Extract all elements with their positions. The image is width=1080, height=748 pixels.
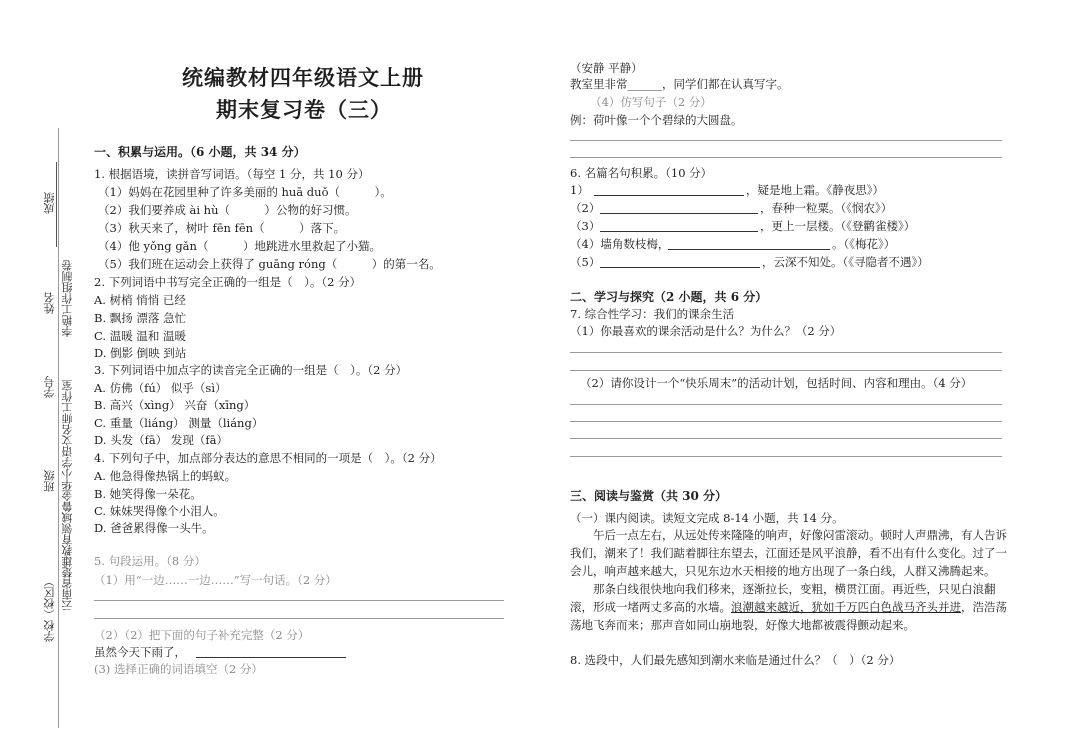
reading-paragraph-2: [570, 580, 1010, 634]
q5-sub-2-sentence: 虽然今天下雨了，: [94, 645, 186, 659]
label-student-id: 学号: [43, 376, 56, 398]
q5-sub-1: （1）用“一边……一边……”写一句话。（2 分）: [94, 573, 337, 587]
q5-sub-2-answer-line: [196, 657, 346, 658]
q3-option-a: A. 仿佛（fú） 似乎（sì）: [94, 381, 227, 395]
reading-underlined-sentence: 浪潮越来越近，犹如千万匹白色战马齐头并进: [731, 600, 961, 614]
q6-item-1-tail: ，疑是地上霜。《静夜思》）: [746, 183, 884, 197]
q5-sub-1-answer-line-2: [94, 618, 504, 619]
q1-item-5: （5）我们班在运动会上获得了 guāng róng（ ）的第一名。: [98, 257, 441, 271]
imitation-example: 例：荷叶像一个个碧绿的大圆盘。: [570, 113, 743, 127]
q7-sub-1: （1）你最喜欢的课余活动是什么？为什么？（2 分）: [570, 324, 842, 338]
q6-item-5-blank: [600, 267, 760, 268]
q1-item-1: （1）妈妈在花园里种了许多美丽的 huā duǒ（ ）。: [98, 185, 392, 199]
q5-stem: 5. 句段运用。（8 分）: [94, 554, 206, 568]
q1-stem: 1. 根据语境，读拼音写词语。（每空 1 分，共 10 分）: [94, 167, 370, 181]
q6-item-1-blank: [594, 195, 744, 196]
reading-paragraph-1: [570, 526, 1010, 580]
imitation-answer-line-1: [570, 140, 1002, 141]
q6-item-3-num: （3）: [570, 219, 601, 233]
section-1-heading: 一、积累与运用。（6 小题，共 34 分）: [94, 145, 306, 159]
q4-option-c: C. 妹妹哭得像个小泪人。: [94, 504, 225, 518]
q4-option-a: A. 他急得像热锅上的蚂蚁。: [94, 469, 237, 483]
q5-sub-4: （4）仿写句子（2 分）: [590, 95, 712, 109]
label-score: 成绩: [43, 192, 56, 214]
q7-sub-2: （2）请你设计一个“快乐周末”的活动计划，包括时间、内容和理由。（4 分）: [580, 376, 973, 390]
q4-option-b: B. 她笑得像一朵花。: [94, 487, 202, 501]
q7-sub-2-answer-line-1: [570, 404, 1002, 405]
q7-stem: 7. 综合性学习：我们的课余生活: [570, 307, 735, 321]
word-choice: （安静 平静）: [570, 61, 643, 75]
label-school: 学校（校区）: [43, 576, 56, 642]
q6-stem: 6. 名篇名句积累。（10 分）: [570, 166, 713, 180]
reading-intro: （一）课内阅读。读短文完成 8-14 小题，共 14 分。: [570, 511, 844, 525]
q3-stem: 3. 下列词语中加点字的读音完全正确的一组是（ ）。（2 分）: [94, 363, 408, 377]
q2-option-b: B. 飘扬 漂落 急忙: [94, 311, 187, 325]
q2-option-a: A. 树梢 悄悄 已经: [94, 293, 186, 307]
label-class: 班级: [43, 470, 56, 492]
section-3-heading: 三、阅读与鉴赏（共 30 分）: [570, 489, 728, 503]
label-name: 姓名: [43, 292, 56, 314]
q7-sub-1-answer-line-2: [570, 370, 1002, 371]
q6-item-5-tail: ，云深不知处。（《寻隐者不遇》）: [762, 255, 929, 269]
reading-paragraph-2-text-b: ，浩浩荡荡地飞奔而来；那声音如同山崩地裂，好像大地都被震得颤动起来。: [570, 600, 1007, 632]
q6-item-2-tail: ，春种一粒粟。（《悯农》）: [760, 201, 893, 215]
q1-item-2: （2）我们要养成 ài hù（ ）公物的好习惯。: [98, 203, 357, 217]
q1-item-3: （3）秋天来了，树叶 fēn fēn（ ）落下。: [98, 221, 346, 235]
q5-sub-3: (3) 选择正确的词语填空（2 分）: [94, 662, 263, 676]
q6-item-5-num: （5）: [570, 255, 601, 269]
q5-sub-1-answer-line-1: [94, 600, 504, 601]
q7-sub-2-answer-line-2: [570, 421, 1002, 422]
q6-item-4-num: （4）墙角数枝梅，: [570, 237, 670, 251]
q6-item-2-blank: [600, 213, 758, 214]
q6-item-3-tail: ，更上一层楼。（《登鹳雀楼》）: [760, 219, 916, 233]
q2-stem: 2. 下列词语中书写完全正确的一组是（ ）。（2 分）: [94, 275, 362, 289]
q2-option-d: D. 倒影 倒映 到站: [94, 346, 187, 360]
q3-option-b: B. 高兴（xìng） 兴奋（xīng）: [94, 398, 256, 412]
reading-paragraph-1-text: 午后一点左右，从远处传来隆隆的响声，好像闷雷滚动。顿时人声鼎沸，有人告诉我们，潮来了！我们踮着脚往东望去，江面还是风平浪静，看不出有什么变化。过了一会儿，响声越来越大，只见东边水天相接的地方出现了一条白线，人群又沸腾起来。: [570, 528, 1007, 578]
org-label-1: 李艳工作组制卷: [61, 260, 74, 337]
binding-fold-line: [58, 128, 59, 728]
q6-item-4-tail: 。（《梅花》）: [832, 237, 896, 251]
q3-option-d: D. 头发（fā） 发现（fā）: [94, 433, 229, 447]
title-line-1: 统编教材四年级语文上册: [182, 65, 424, 90]
q4-stem: 4. 下列句子中，加点部分表达的意思不相同的一项是（ ）。（2 分）: [94, 451, 442, 465]
org-label-2: 云南省楚雄教育领域鲁金华小学语文名师工作室: [61, 380, 74, 611]
q4-option-d: D. 爸爸累得像一头牛。: [94, 521, 214, 535]
title-line-2: 期末复习卷（三）: [216, 97, 392, 122]
q7-sub-2-answer-line-4: [570, 456, 1002, 457]
imitation-answer-line-2: [570, 157, 1002, 158]
fill-sentence: 教室里非常______，同学们都在认真写字。: [570, 77, 789, 91]
section-2-heading: 二、学习与探究（2 小题，共 6 分）: [570, 290, 768, 304]
q7-sub-1-answer-line-1: [570, 352, 1002, 353]
q6-item-2-num: （2）: [570, 201, 601, 215]
q6-item-1-num: 1）: [570, 183, 589, 197]
q8-stem: 8. 选段中，人们最先感知到潮水来临是通过什么？（ ）（2 分）: [570, 653, 901, 667]
q1-item-4: （4）他 yǒng gǎn（ ）地跳进水里救起了小猫。: [98, 239, 381, 253]
q7-sub-2-answer-line-3: [570, 438, 1002, 439]
score-blank: [56, 162, 57, 247]
q2-option-c: C. 温暖 温和 温暖: [94, 329, 187, 343]
q5-sub-2: （2）（2）把下面的句子补充完整（2 分）: [94, 628, 310, 642]
reading-paragraph-2-text-a: 那条白线很快地向我们移来，逐渐拉长，变粗，横贯江面。再近些，只见白浪翻滚，形成一堵两丈多高的水墙。: [570, 582, 996, 614]
q6-item-3-blank: [600, 231, 758, 232]
q3-option-c: C. 重量（liáng） 测量（liáng）: [94, 416, 264, 430]
q6-item-4-blank: [668, 249, 830, 250]
